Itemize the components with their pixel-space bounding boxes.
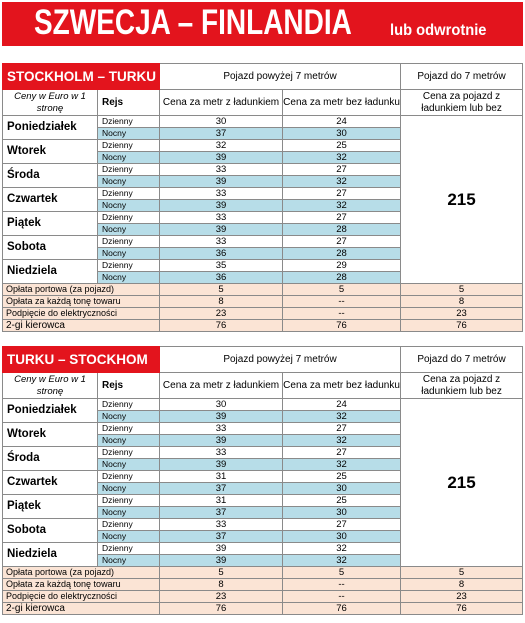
header-up-to-7m: Pojazd do 7 metrów xyxy=(401,64,523,90)
price-loaded-day: 35 xyxy=(160,260,283,272)
route-title: STOCKHOLM – TURKU xyxy=(3,64,160,90)
banner-subtitle: lub odwrotnie xyxy=(390,22,487,39)
fee-value-vehicle: 8 xyxy=(401,296,523,308)
price-empty-day: 25 xyxy=(283,140,401,152)
rejs-day-label: Dzienny xyxy=(98,447,160,459)
fee-row xyxy=(3,579,523,591)
price-empty-night: 32 xyxy=(283,555,401,567)
fee-row xyxy=(3,320,523,332)
price-loaded-night: 39 xyxy=(160,200,283,212)
day-name: Czwartek xyxy=(3,188,98,212)
fee-value-empty: 5 xyxy=(283,284,401,296)
price-loaded-day: 33 xyxy=(160,447,283,459)
fee-value-loaded: 5 xyxy=(160,284,283,296)
fee-value-loaded: 8 xyxy=(160,579,283,591)
price-loaded-night: 37 xyxy=(160,483,283,495)
price-loaded-day: 33 xyxy=(160,188,283,200)
price-loaded-night: 36 xyxy=(160,272,283,284)
fee-row xyxy=(3,567,523,579)
rejs-day-label: Dzienny xyxy=(98,423,160,435)
price-loaded-night: 39 xyxy=(160,411,283,423)
rejs-label: Rejs xyxy=(98,373,160,399)
price-empty-night: 30 xyxy=(283,483,401,495)
rejs-day-label: Dzienny xyxy=(98,212,160,224)
rejs-night-label: Nocny xyxy=(98,555,160,567)
rejs-day-label: Dzienny xyxy=(98,188,160,200)
fee-value-loaded: 23 xyxy=(160,308,283,320)
price-loaded-night: 39 xyxy=(160,224,283,236)
fee-row xyxy=(3,308,523,320)
rejs-day-label: Dzienny xyxy=(98,164,160,176)
rejs-night-label: Nocny xyxy=(98,152,160,164)
price-empty-day: 27 xyxy=(283,236,401,248)
fee-value-loaded: 76 xyxy=(160,603,283,615)
day-name: Sobota xyxy=(3,519,98,543)
fee-value-vehicle: 5 xyxy=(401,567,523,579)
col-price-empty: Cena za metr bez ładunku xyxy=(283,90,401,116)
day-name: Piątek xyxy=(3,495,98,519)
day-name: Poniedziałek xyxy=(3,399,98,423)
price-loaded-day: 30 xyxy=(160,116,283,128)
fee-row xyxy=(3,591,523,603)
title-banner xyxy=(2,2,523,46)
fee-value-loaded: 76 xyxy=(160,320,283,332)
price-empty-day: 24 xyxy=(283,116,401,128)
price-loaded-day: 33 xyxy=(160,212,283,224)
rejs-day-label: Dzienny xyxy=(98,399,160,411)
price-empty-night: 28 xyxy=(283,248,401,260)
price-empty-night: 32 xyxy=(283,411,401,423)
price-empty-night: 32 xyxy=(283,200,401,212)
price-empty-night: 28 xyxy=(283,224,401,236)
fee-value-loaded: 23 xyxy=(160,591,283,603)
price-loaded-night: 37 xyxy=(160,128,283,140)
price-empty-night: 30 xyxy=(283,531,401,543)
price-empty-day: 32 xyxy=(283,543,401,555)
price-empty-day: 27 xyxy=(283,164,401,176)
day-name: Poniedziałek xyxy=(3,116,98,140)
price-empty-day: 27 xyxy=(283,188,401,200)
fee-row xyxy=(3,603,523,615)
price-loaded-day: 39 xyxy=(160,543,283,555)
fee-row xyxy=(3,296,523,308)
rejs-night-label: Nocny xyxy=(98,128,160,140)
price-empty-night: 32 xyxy=(283,459,401,471)
price-note: Ceny w Euro w 1 stronę xyxy=(3,373,98,399)
fee-value-vehicle: 76 xyxy=(401,603,523,615)
fee-value-loaded: 8 xyxy=(160,296,283,308)
price-empty-day: 29 xyxy=(283,260,401,272)
rejs-night-label: Nocny xyxy=(98,411,160,423)
rejs-night-label: Nocny xyxy=(98,224,160,236)
price-loaded-day: 33 xyxy=(160,519,283,531)
col-price-vehicle: Cena za pojazd z ładunkiem lub bez xyxy=(401,373,523,399)
header-over-7m: Pojazd powyżej 7 metrów xyxy=(160,64,401,90)
rejs-night-label: Nocny xyxy=(98,176,160,188)
price-table xyxy=(2,63,523,332)
fee-value-loaded: 5 xyxy=(160,567,283,579)
rejs-day-label: Dzienny xyxy=(98,116,160,128)
fee-label: Podpięcie do elektryczności xyxy=(3,591,160,603)
price-loaded-day: 31 xyxy=(160,495,283,507)
rejs-day-label: Dzienny xyxy=(98,140,160,152)
price-loaded-night: 39 xyxy=(160,435,283,447)
fee-label: Opłata za każdą tonę towaru xyxy=(3,579,160,591)
fee-value-empty: 5 xyxy=(283,567,401,579)
price-loaded-day: 31 xyxy=(160,471,283,483)
price-empty-day: 25 xyxy=(283,495,401,507)
fee-label: Podpięcie do elektryczności xyxy=(3,308,160,320)
rejs-day-label: Dzienny xyxy=(98,260,160,272)
rejs-day-label: Dzienny xyxy=(98,543,160,555)
day-name: Piątek xyxy=(3,212,98,236)
day-name: Czwartek xyxy=(3,471,98,495)
price-loaded-day: 32 xyxy=(160,140,283,152)
fee-value-vehicle: 5 xyxy=(401,284,523,296)
rejs-night-label: Nocny xyxy=(98,507,160,519)
price-loaded-night: 39 xyxy=(160,555,283,567)
fee-value-empty: 76 xyxy=(283,320,401,332)
price-loaded-night: 37 xyxy=(160,531,283,543)
price-empty-night: 30 xyxy=(283,128,401,140)
day-name: Środa xyxy=(3,164,98,188)
price-empty-day: 27 xyxy=(283,447,401,459)
rejs-day-label: Dzienny xyxy=(98,471,160,483)
rejs-night-label: Nocny xyxy=(98,200,160,212)
fee-label: 2-gi kierowca xyxy=(3,320,160,332)
fee-value-empty: -- xyxy=(283,579,401,591)
rejs-night-label: Nocny xyxy=(98,435,160,447)
fee-label: Opłata portowa (za pojazd) xyxy=(3,567,160,579)
route-title: TURKU – STOCKHOM xyxy=(3,347,160,373)
price-empty-night: 32 xyxy=(283,435,401,447)
col-price-vehicle: Cena za pojazd z ładunkiem lub bez xyxy=(401,90,523,116)
price-loaded-day: 33 xyxy=(160,236,283,248)
banner-title: SZWECJA – FINLANDIA xyxy=(34,3,352,42)
price-empty-day: 27 xyxy=(283,519,401,531)
rejs-night-label: Nocny xyxy=(98,459,160,471)
rejs-day-label: Dzienny xyxy=(98,495,160,507)
price-empty-night: 30 xyxy=(283,507,401,519)
rejs-night-label: Nocny xyxy=(98,272,160,284)
rejs-night-label: Nocny xyxy=(98,483,160,495)
day-row xyxy=(3,116,523,128)
fee-row xyxy=(3,284,523,296)
day-name: Niedziela xyxy=(3,543,98,567)
price-empty-day: 27 xyxy=(283,212,401,224)
price-loaded-day: 30 xyxy=(160,399,283,411)
day-name: Sobota xyxy=(3,236,98,260)
day-name: Niedziela xyxy=(3,260,98,284)
col-price-empty: Cena za metr bez ładunku xyxy=(283,373,401,399)
fee-value-vehicle: 76 xyxy=(401,320,523,332)
price-empty-night: 32 xyxy=(283,176,401,188)
rejs-day-label: Dzienny xyxy=(98,519,160,531)
price-loaded-night: 39 xyxy=(160,176,283,188)
price-loaded-night: 37 xyxy=(160,507,283,519)
price-empty-night: 28 xyxy=(283,272,401,284)
price-empty-night: 32 xyxy=(283,152,401,164)
day-name: Wtorek xyxy=(3,423,98,447)
day-name: Środa xyxy=(3,447,98,471)
fee-value-empty: -- xyxy=(283,591,401,603)
price-note: Ceny w Euro w 1 stronę xyxy=(3,90,98,116)
fee-value-empty: -- xyxy=(283,308,401,320)
fee-value-empty: -- xyxy=(283,296,401,308)
fee-value-vehicle: 23 xyxy=(401,308,523,320)
price-loaded-day: 33 xyxy=(160,423,283,435)
header-up-to-7m: Pojazd do 7 metrów xyxy=(401,347,523,373)
price-empty-day: 24 xyxy=(283,399,401,411)
fee-label: Opłata za każdą tonę towaru xyxy=(3,296,160,308)
fee-label: 2-gi kierowca xyxy=(3,603,160,615)
day-row xyxy=(3,399,523,411)
fee-value-empty: 76 xyxy=(283,603,401,615)
price-loaded-night: 39 xyxy=(160,459,283,471)
price-loaded-night: 36 xyxy=(160,248,283,260)
fee-label: Opłata portowa (za pojazd) xyxy=(3,284,160,296)
price-table xyxy=(2,346,523,615)
price-loaded-night: 39 xyxy=(160,152,283,164)
col-price-loaded: Cena za metr z ładunkiem xyxy=(160,373,283,399)
col-price-loaded: Cena za metr z ładunkiem xyxy=(160,90,283,116)
rejs-day-label: Dzienny xyxy=(98,236,160,248)
price-empty-day: 27 xyxy=(283,423,401,435)
price-empty-day: 25 xyxy=(283,471,401,483)
rejs-label: Rejs xyxy=(98,90,160,116)
fee-value-vehicle: 8 xyxy=(401,579,523,591)
rejs-night-label: Nocny xyxy=(98,248,160,260)
vehicle-price: 215 xyxy=(401,116,523,284)
rejs-night-label: Nocny xyxy=(98,531,160,543)
day-name: Wtorek xyxy=(3,140,98,164)
price-loaded-day: 33 xyxy=(160,164,283,176)
fee-value-vehicle: 23 xyxy=(401,591,523,603)
header-over-7m: Pojazd powyżej 7 metrów xyxy=(160,347,401,373)
vehicle-price: 215 xyxy=(401,399,523,567)
